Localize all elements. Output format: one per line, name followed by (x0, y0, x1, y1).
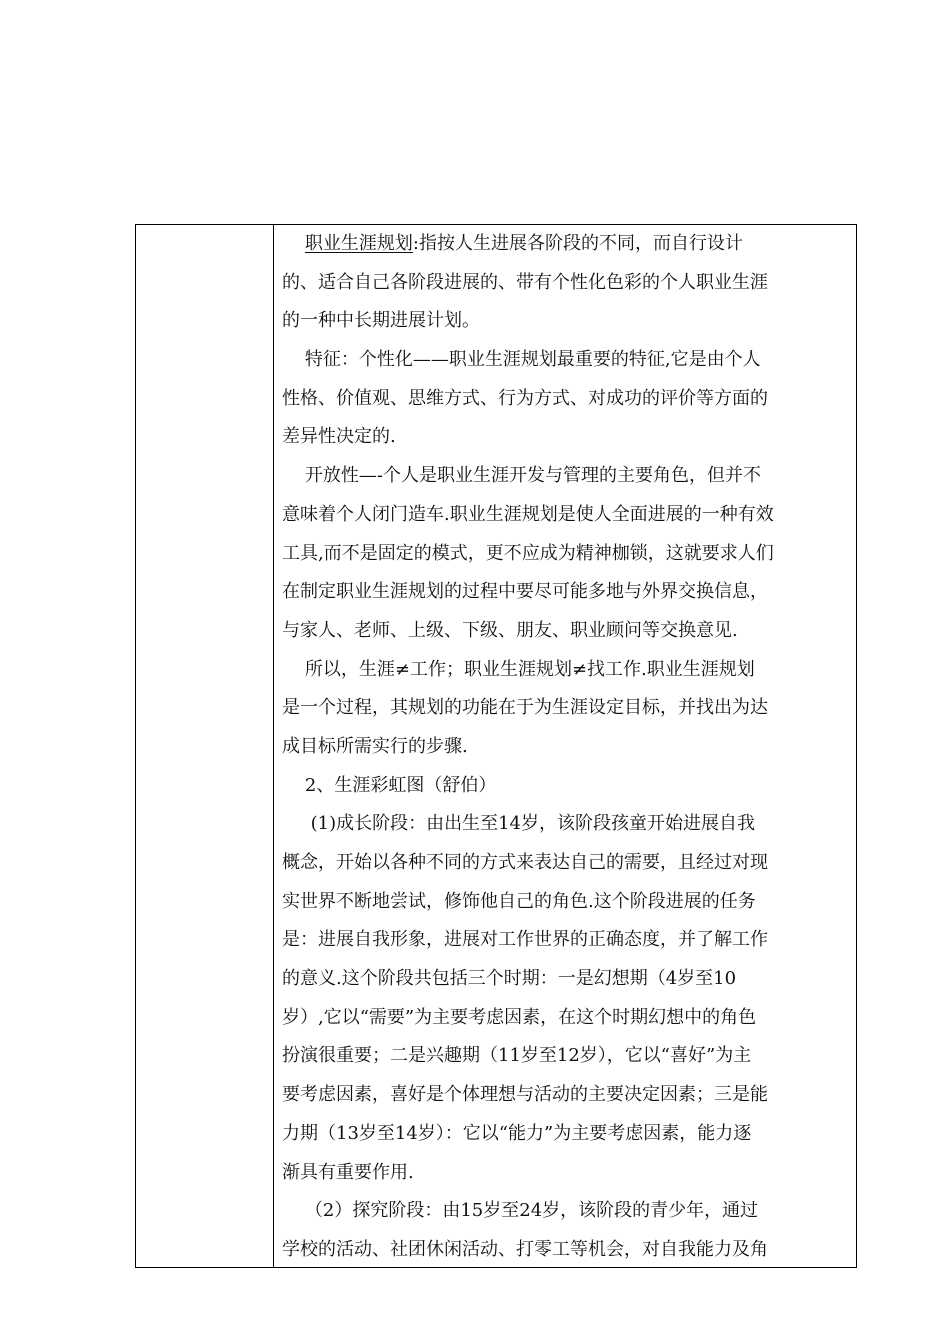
paragraph-line (282, 1115, 850, 1154)
paragraph-line (282, 341, 850, 380)
paragraph-line (282, 264, 850, 303)
line-text: 与家人、老师、上级、下级、朋友、职业顾问等交换意见. (282, 619, 738, 641)
paragraph-line (282, 728, 850, 767)
line-text: 扮演很重要；二是兴趣期（11岁至12岁），它以“喜好”为主 (282, 1045, 752, 1067)
line-text: 是：进展自我形象，进展对工作世界的正确态度，并了解工作 (282, 929, 768, 951)
line-text: 意味着个人闭门造车.职业生涯规划是使人全面进展的一种有效 (282, 503, 774, 525)
line-text: 渐具有重要作用. (282, 1161, 414, 1183)
line-text: 是一个过程，其规划的功能在于为生涯设定目标，并找出为达 (282, 697, 768, 719)
line-text: 2、生涯彩虹图（舒伯） (304, 774, 497, 796)
line-text: 所以，生涯≠工作；职业生涯规划≠找工作.职业生涯规划 (304, 658, 755, 680)
paragraph-line (282, 302, 850, 341)
paragraph-line (282, 573, 850, 612)
paragraph-line (282, 1037, 850, 1076)
paragraph-line (282, 380, 850, 419)
table-content-cell (282, 225, 850, 1270)
paragraph-line (282, 612, 850, 651)
indent (282, 465, 305, 486)
paragraph-line (282, 418, 850, 457)
paragraph-line (282, 457, 850, 496)
line-text: 的一种中长期进展计划。 (282, 310, 480, 332)
line-text: 概念，开始以各种不同的方式来表达自己的需要，且经过对现 (282, 852, 768, 873)
line-text: 在制定职业生涯规划的过程中要尽可能多地与外界交换信息， (282, 581, 768, 603)
paragraph-line (282, 844, 850, 883)
line-text: 差异性决定的. (282, 426, 396, 448)
paragraph-line (282, 921, 850, 960)
line-text: (1)成长阶段：由出生至14岁，该阶段孩童开始进展自我 (310, 813, 756, 835)
paragraph-line (282, 999, 850, 1038)
line-text: 特征：个性化——职业生涯规划最重要的特征,它是由个人 (304, 349, 761, 371)
line-text: 要考虑因素，喜好是个体理想与活动的主要决定因素；三是能 (282, 1084, 768, 1106)
paragraph-line (282, 1192, 850, 1231)
line-text: 实世界不断地尝试，修饰他自己的角色.这个阶段进展的任务 (282, 890, 756, 912)
line-text: 的、适合自己各阶段进展的、带有个性化色彩的个人职业生涯 (282, 271, 768, 293)
paragraph-line (282, 689, 850, 728)
line-text: 性格、价值观、思维方式、行为方式、对成功的评价等方面的 (282, 387, 768, 409)
indent (282, 659, 305, 680)
table-left-column (136, 225, 274, 1267)
line-text: 岁）,它以“需要”为主要考虑因素，在这个时期幻想中的角色 (282, 1006, 757, 1028)
line-text: 的意义.这个阶段共包括三个时期：一是幻想期（4岁至10 (282, 968, 737, 990)
line-text: :指按人生进展各阶段的不同，而自行设计 (412, 233, 743, 254)
paragraph-line (282, 535, 850, 574)
paragraph-line (282, 805, 850, 844)
paragraph-line (282, 767, 850, 806)
paragraph-line (282, 960, 850, 999)
paragraph-line (282, 883, 850, 922)
paragraph-line (282, 1076, 850, 1115)
line-text: （2）探究阶段：由15岁至24岁，该阶段的青少年，通过 (304, 1200, 759, 1222)
paragraph-line (282, 651, 850, 690)
indent (282, 233, 305, 254)
line-text: 开放性—-个人是职业生涯开发与管理的主要角色，但并不 (304, 465, 761, 487)
paragraph-line (282, 496, 850, 535)
paragraph-line (282, 225, 850, 264)
line-text: 成目标所需实行的步骤. (282, 735, 468, 757)
indent (282, 349, 305, 370)
term-heading: 职业生涯规划 (304, 233, 413, 254)
line-text: 工具,而不是固定的模式，更不应成为精神枷锁，这就要求人们 (282, 542, 774, 564)
indent (282, 813, 311, 834)
indent (282, 775, 305, 796)
line-text: 力期（13岁至14岁）：它以“能力”为主要考虑因素，能力逐 (282, 1122, 752, 1144)
paragraph-line (282, 1231, 850, 1270)
content-table (135, 224, 857, 1268)
indent (282, 1200, 305, 1221)
paragraph-line (282, 1154, 850, 1193)
line-text: 学校的活动、社团休闲活动、打零工等机会，对自我能力及角 (282, 1238, 768, 1260)
